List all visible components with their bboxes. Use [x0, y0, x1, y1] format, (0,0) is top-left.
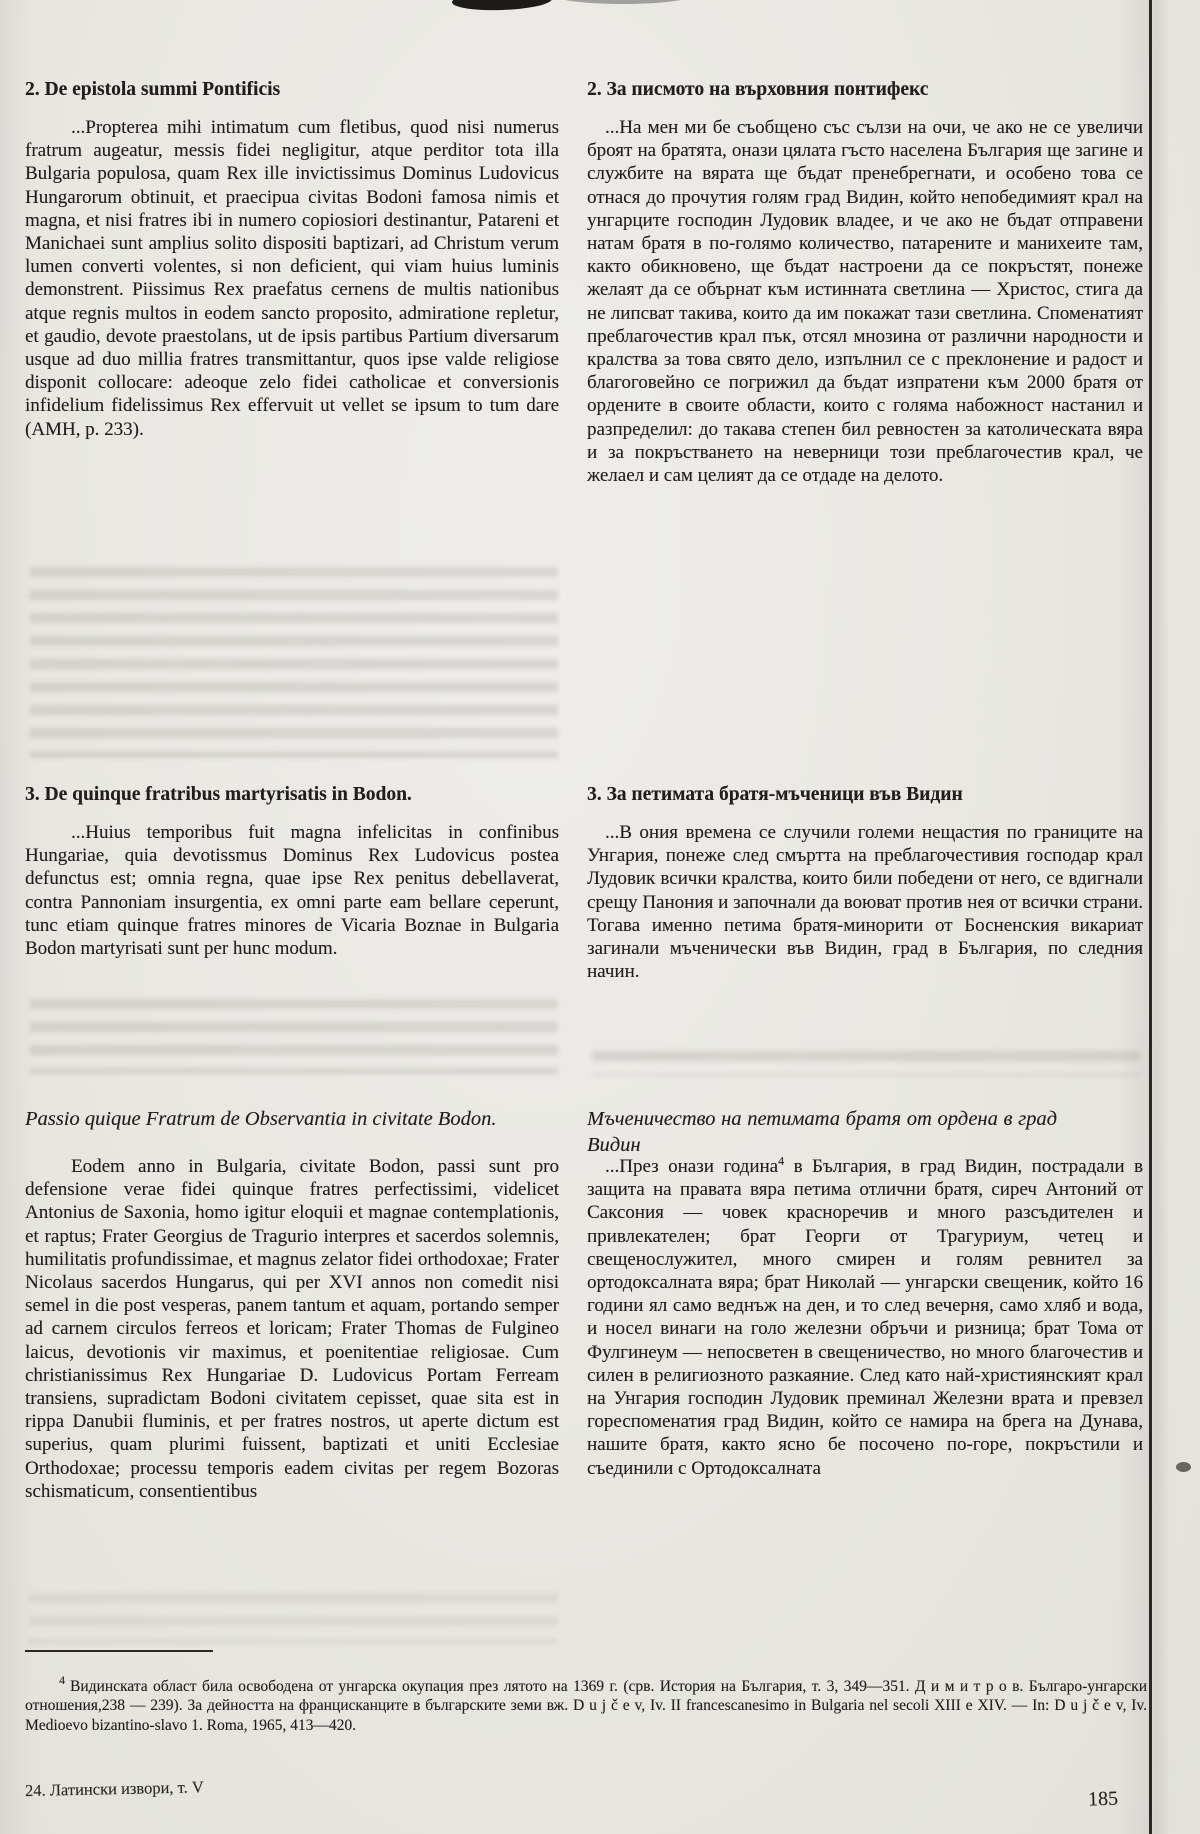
- bulgarian-section2-heading: 2. За писмото на върховния понтифекс: [587, 78, 929, 100]
- footnote-separator-rule: [25, 1650, 213, 1652]
- paragraph-text: в България, в град Видин, пострадали в защита на правата вяра петима отлични братя, сиреч Антоний от Саксония — човек красноречив и много разсъдителен и привлекателен; брат Георги от Трагуриум, четец и свещенослужител, много смирен и голям ревнител за ортодоксалната вяра; брат Николай — унгарски свещеник, който 16 години ял само веднъж на ден, и то след вечерня, само хляб и вода, и носел винаги на голо железни обръчи и ризница; брат Тома от Фулгинеум — непосветен в свещеничество, но много благочестив и силен в религиозното разкаяние. След като най-християнският крал на Унгария господин Лудовик преминал Железни врата и превзел гореспоменатия град Видин, който се намира на брега на Дунава, нашите братя, както ясно бе посочено по-горе, покръстили и съединили с Ортодоксалната: [587, 1156, 1143, 1479]
- scan-spot: [1176, 1462, 1191, 1472]
- bulgarian-passio-paragraph: [587, 1155, 1143, 1671]
- footnote-reference-mark: 4: [778, 1155, 785, 1168]
- latin-section3-heading: 3. De quinque fratribus martyrisatis in Bodon.: [25, 783, 412, 805]
- latin-passio-paragraph: Eodem anno in Bulgaria, civitate Bodon, passi sunt pro defensione verae fidei quinque fratres perfectissimi, videlicet Antonius de Saxonia, homo igitur eloquii et magnae contemplationis, et raptus; Frater Georgius de Tragurio interpres et sacerdos solemnis, humilitatis profundissimae, et magnus zelator fidei orthodoxae; Frater Nicolaus sacerdos Hungarus, qui per XVI annos non comedit nisi semel in die post vesperas, panem tantum et aquam, portando semper ad carnem circulos ferreos et loricam; Frater Thomas de Fulgineo laicus, devotionis vir maximus, et poenitentiae religiosae. Cum christianissimus Rex Hungariae D. Ludovicus Portam Ferream transiens, supradictam Bodoni civitatem cepisset, quae sita est in rippa Danubii fluminis, et per fratres nostros, ut aperte dictum est superius, quam plurimi fuissent, baptizati et uniti Ecclesiae Orthodoxae; processu temporis eadem civitas per regem Bozoras schismaticum, consentientibus: [25, 1156, 559, 1502]
- bulgarian-section2-paragraph: ...На мен ми бе съобщено със сълзи на очи, че ако не се увеличи броят на братята, онази цялата гъсто населена България ще загине и службите на вярата ще бъдат пренебрегнати, и особено това се отнася до прочутия голям град Видин, който непобедимият крал на унгарците господин Лудовик владее, и че ако не бъдат отправени натам братя в по-голямо количество, патарените и манихеите там, както обикновено, ще бъдат настроени да се покръстят, понеже желаят да се обърнат към истинната светлина — Христос, стига да не липсват такива, които да им покажат тази светлина. Споменатият преблагочестив крал пък, отсял мнозина от различни народности и кралства за това свято дело, изпълнил се с преклонение и радост и благоговейно се погрижил да бъдат изпратени към 2000 братя от ордените в своите области, които с голяма набожност настанил и разпределил: до такава степен бил ревностен за католическата вяра и за покръстването на неверници този преблагочестив крал, че желаел и сам целият да се отдаде на делото.: [587, 117, 1143, 487]
- paragraph-text: ...През онази година: [605, 1156, 779, 1177]
- scan-smudge: [558, 0, 688, 4]
- footnote-text: Видинската област била освободена от унгарска окупация през лятото на 1369 г. (срв. История на България, т. 3, 349—351. Д и м и т р о в. Българо-унгарски отношения,238 — 239). За дейността на францисканците в българските земи вж. D u j č e v, Iv. II francescanesimo in Bulgaria nel secoli XIII е XIV. — In: D u j č e v, Iv. Medioevo bizantino-slavo 1. Roma, 1965, 413—420.: [25, 1677, 1147, 1735]
- latin-section2-heading: 2. De epistola summi Pontificis: [25, 78, 281, 100]
- page-number: 185: [1087, 1787, 1119, 1811]
- scan-smudge: [452, 0, 553, 12]
- volume-signature: 24. Латински извори, т. V: [24, 1777, 204, 1800]
- footnote: [25, 1673, 1147, 1736]
- scan-edge-line: [1149, 0, 1152, 1834]
- latin-passio-heading: Passio quique Fratrum de Observantia in civitate Bodon.: [25, 1108, 497, 1131]
- latin-section3-paragraph: ...Huius temporibus fuit magna infelicitas in confinibus Hungariae, quia devotissmus Dominus Rex Ludovicus postea defunctus est; omnia regna, quae ipse Rex penitus debellaverat, contra Pannoniam insurgentia, ex omni parte eam bellare ceperunt, tunc etiam quinque fratres minores de Vicaria Boznae in Bulgaria Bodon martyrisati sunt per hunc modum.: [25, 822, 559, 960]
- footnote-marker: 4: [59, 1673, 65, 1688]
- bulgarian-section3-heading: 3. За петимата братя-мъченици във Видин: [587, 783, 963, 805]
- bulgarian-passio-heading: Мъченичество на петимата братя от ордена в град Видин: [587, 1108, 1057, 1157]
- latin-section2-paragraph: ...Propterea mihi intimatum cum fletibus, quod nisi numerus fratrum augeatur, messis fidei negligitur, atque perditor tota illa Bulgaria populosa, quam Rex ille invictissimus Dominus Ludovicus Hungarorum obtinuit, et praecipua civitas Bodoni famosa nimis et magna, et nisi fratres ibi in numero copiosiori destinantur, Patareni et Manichaei sunt amplius solito dispositi baptizari, ad Christum verum lumen converti volentes, si non deficient, qui viam huius luminis demonstrent. Piissimus Rex praefatus cernens de multis nationibus atque regnis multos in eodem sancto proposito, admiratione repletur, et gaudio, devote praestolans, ut de ipsis partibus Partium diversarum usque ad duo millia fratres transmittantur, quos ipse valde religiose disponit collocare: adeoque zelo fidei catholicae et conversionis infidelium fidelissimus Rex effervuit ut vellet se ipsum to tum dare (AMH, p. 233).: [25, 117, 559, 440]
- bulgarian-section3-paragraph: ...В ония времена се случили големи нещастия по границите на Унгария, понеже след смъртта на преблагочестивия господар крал Лудовик всички кралства, които били победени от него, се вдигнали срещу Панония и започнали да воюват против нея от всички страни. Тогава именно петима братя-минорити от Босненския викариат загинали мъченически във Видин, град в България, по следния начин.: [587, 822, 1143, 983]
